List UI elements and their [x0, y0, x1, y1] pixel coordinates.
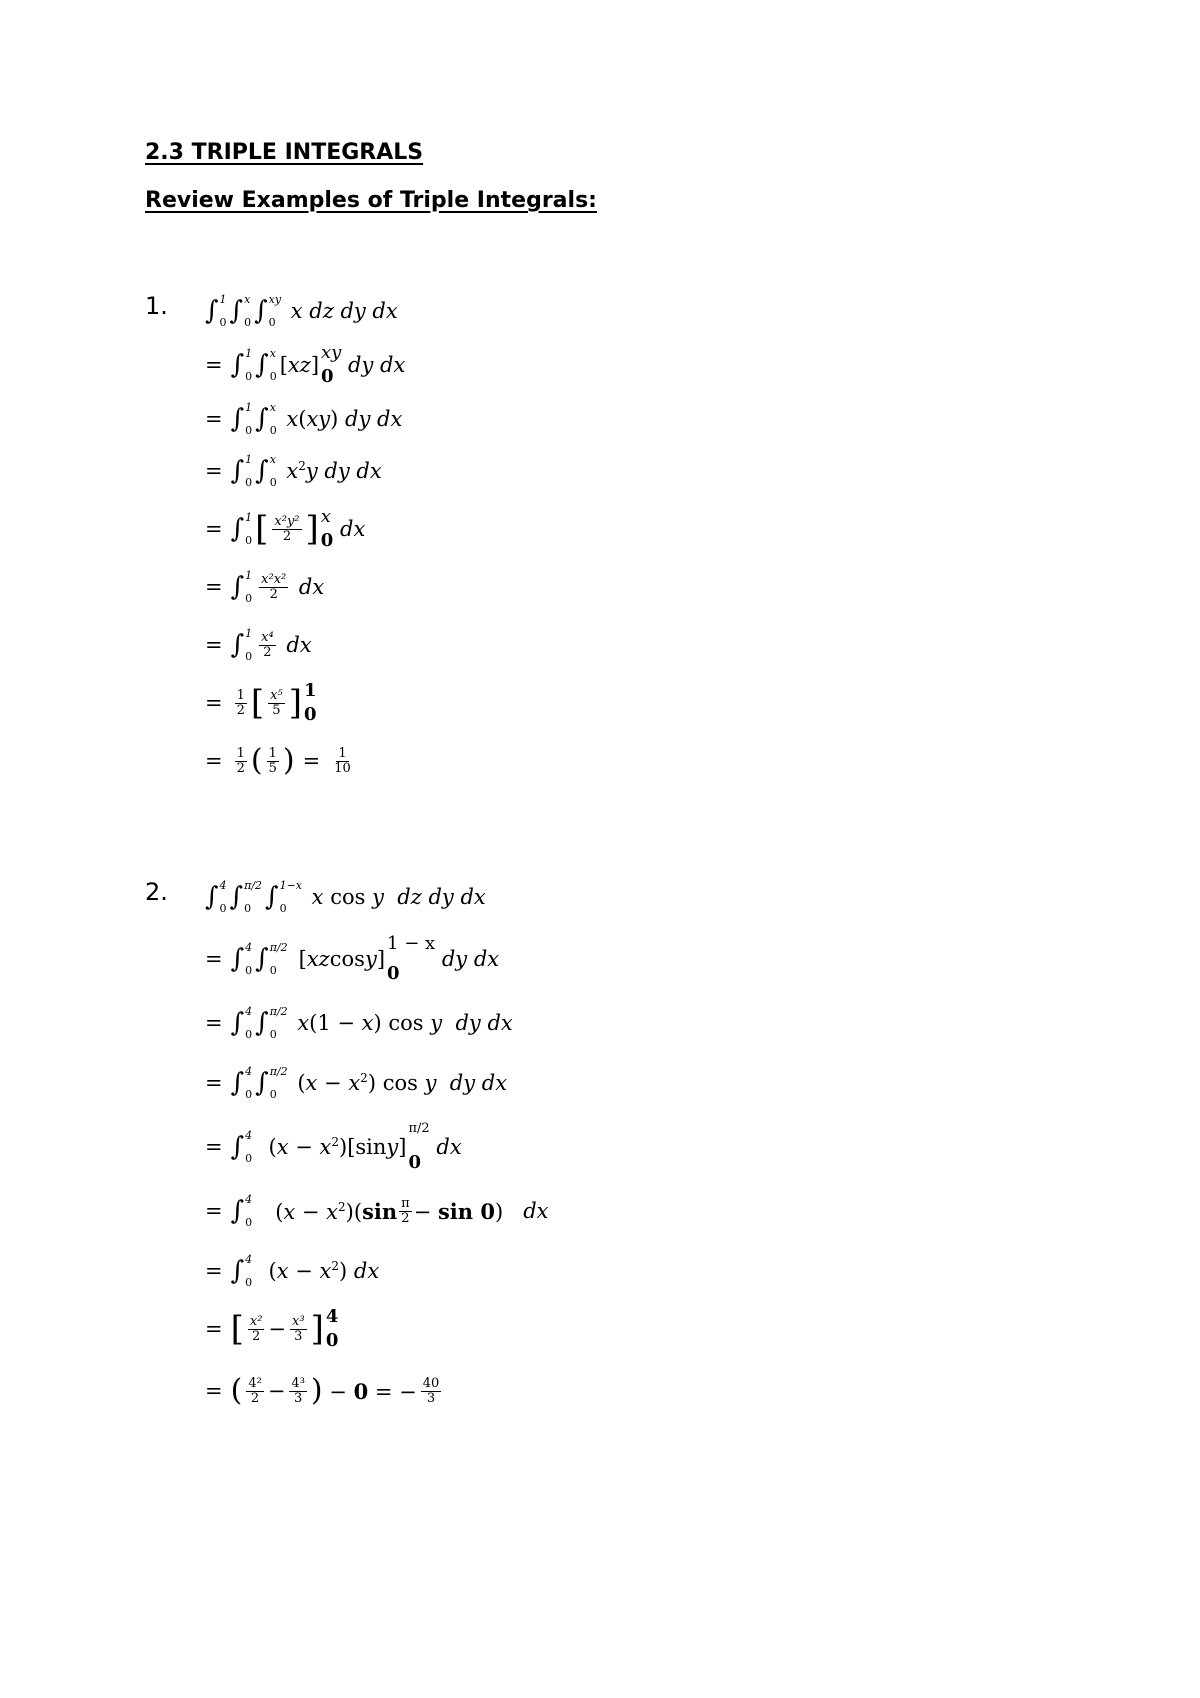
math-step: = ∫ 4 0 $(x - x^2)$ dx — [205, 1253, 380, 1289]
example-number: 2. — [145, 878, 168, 906]
integral-sign: ∫ 1 0 — [230, 453, 253, 489]
integral-sign: ∫ 4 0 — [230, 1253, 253, 1289]
integral-sign: ∫ 1 0 — [230, 627, 253, 663]
fraction: $\frac{\text{x³}}{3}$ — [292, 1313, 305, 1344]
integral-sign: ∫ x 0 — [255, 347, 277, 383]
math-step: = ∫ 1 0 ∫ x 0 [ xz ] xy 0 dy dx — [205, 342, 406, 387]
math-step: = $\frac{1}{2}$ ( $\frac{1}{5}$ ) = $\frac{1}{10}$ — [205, 743, 351, 778]
math-step — [205, 282, 398, 340]
fraction: $\frac{\text{x⁵}}{5}$ — [270, 687, 283, 718]
fraction: $\frac{\text{4²}}{2}$ — [248, 1375, 262, 1406]
math-step: = ∫ 1 0 $\frac{\text{x²x²}}{2}$ dx — [205, 569, 325, 605]
math-step: = ∫ 1 0 ∫ x 0 x(xy) dy dx — [205, 401, 403, 437]
math-step: = ( $\frac{\text{4²}}{2}$ − $\frac{\text{4³}}{3}$ ) − 0 = − $\frac{40}{3}$ — [205, 1373, 440, 1408]
fraction: $\frac{\text{x⁴}}{2}$ — [261, 629, 274, 660]
integral-sign: ∫ π/2 0 — [255, 1065, 288, 1101]
fraction: $\frac{\text{x²x²}}{2}$ — [261, 571, 287, 602]
integral-sign: ∫ 4 0 — [230, 1129, 253, 1165]
math-step: ∫ 4 0 ∫ π/2 0 ∫ 1−x 0 x cos y dz dy dx — [205, 879, 486, 915]
fraction: $\frac{\text{4³}}{3}$ — [291, 1375, 305, 1406]
integral-sign: ∫ π/2 0 — [255, 1005, 288, 1041]
integral-sign: ∫ x 0 — [255, 401, 277, 437]
integral-sign: ∫ 4 0 — [205, 879, 227, 915]
fraction: $\frac{40}{3}$ — [422, 1375, 440, 1406]
math-step: = ∫ 4 0 ∫ π/2 0 [ xz cos y ] 1 − x 0 dy dx — [205, 933, 500, 984]
math-step: = ∫ 4 0 $(x - x^2)(\sin$ $\frac{\pi}{2}$ − sin 0) dx — [205, 1193, 549, 1229]
integral-sign: ∫ π/2 0 — [255, 941, 288, 977]
integral-sign: ∫ 1 0 — [230, 401, 253, 437]
fraction: $\frac{1}{10}$ — [334, 745, 351, 776]
fraction: $\frac{1}{2}$ — [236, 687, 245, 718]
integral-sign: ∫ x 0 — [229, 293, 252, 329]
math-step: = ∫ 4 0 ∫ π/2 0 x(1 − x) cos y dy dx — [205, 1005, 513, 1041]
fraction: $\frac{\text{x²}}{2}$ — [249, 1313, 263, 1344]
page-title: 2.3 TRIPLE INTEGRALS — [145, 140, 424, 165]
example-number: 1. — [145, 292, 168, 320]
integral-sign: ∫ 1 0 — [230, 569, 253, 605]
math-step: = ∫ 1 0 [ $\frac{\text{x²y²}}{2}$ ] x 0 dx — [205, 506, 366, 551]
math-step: = ∫ 4 0 ∫ π/2 0 $(x - x^2)$ cos y dy dx — [205, 1065, 508, 1101]
fraction: $\frac{1}{2}$ — [236, 745, 245, 776]
integral-sign: ∫ xy 0 — [254, 293, 282, 329]
integrand: x dz dy dx — [284, 299, 398, 323]
math-step: = ∫ 1 0 $\frac{\text{x⁴}}{2}$ dx — [205, 627, 312, 663]
integral-sign: ∫ 1−x 0 — [265, 879, 302, 915]
math-step: = $\frac{1}{2}$ [ $\frac{\text{x⁵}}{5}$ ] 1 0 — [205, 680, 317, 725]
integral-sign: ∫ 4 0 — [230, 1005, 253, 1041]
integral-sign: ∫ 1 0 — [205, 293, 227, 329]
fraction: $\frac{\text{x²y²}}{2}$ — [274, 513, 300, 544]
integral-sign: ∫ 1 0 — [230, 347, 253, 383]
math-step: = [ $\frac{\text{x²}}{2}$ − $\frac{\text{x³}}{3}$ ] 4 0 — [205, 1306, 339, 1351]
integral-sign: ∫ π/2 0 — [229, 879, 263, 915]
integral-sign: ∫ 4 0 — [230, 941, 253, 977]
fraction: $\frac{1}{5}$ — [268, 745, 277, 776]
integral-sign: ∫ 4 0 — [230, 1193, 253, 1229]
section-subtitle: Review Examples of Triple Integrals: — [145, 188, 597, 213]
integral-sign: ∫ 4 0 — [230, 1065, 253, 1101]
math-step: = ∫ 1 0 ∫ x 0 $x^2y$ dy dx — [205, 453, 382, 489]
integral-sign: ∫ 1 0 — [230, 511, 253, 547]
fraction: $\frac{\pi}{2}$ — [401, 1195, 410, 1226]
integral-sign: ∫ x 0 — [255, 453, 277, 489]
math-step: = ∫ 4 0 $(x - x^2)[\sin y]$ π/2 0 dx — [205, 1121, 462, 1173]
